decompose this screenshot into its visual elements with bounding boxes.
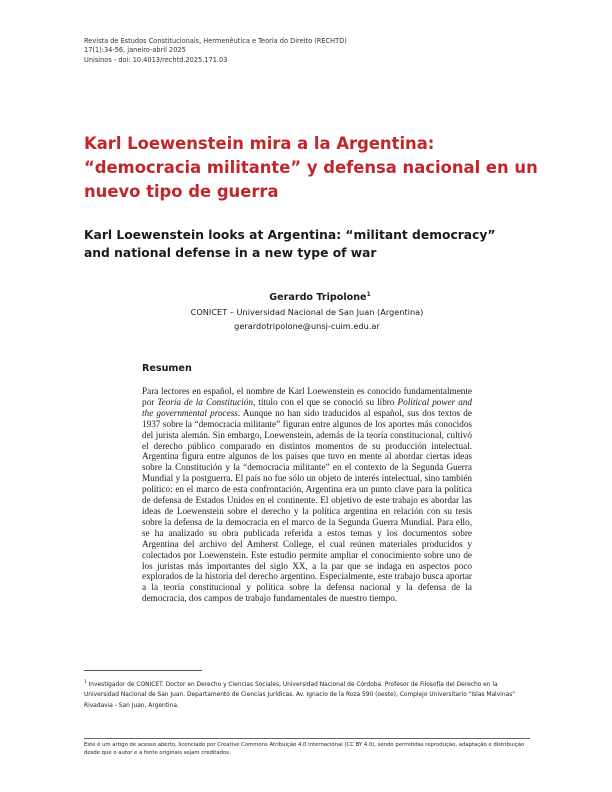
- license-divider: [84, 738, 530, 739]
- author-name: [84, 288, 530, 305]
- author-name-text: Gerardo Tripolone: [269, 292, 367, 304]
- footnote-text: Investigador de CONICET. Doctor en Derecho y Ciencias Sociales, Universidad Nacional de Córdoba. Profesor de Filosofía del Derecho en la Universidad Nacional de San Juan. Departamento de Ciencias Jurídicas. Av. Ignacio de la Roza 590 (oeste), Complejo Universitario "Islas Malvinas" Rivadavia - San Juan, Argentina.: [84, 681, 515, 709]
- abstract-text-3: . Aunque no han sido traducidos al español, sus dos textos de 1937 sobre la “democracia militante” figuran entre algunos de los aportes más conocidos del jurista alemán. Sin embargo, Loewenstein, además de la teoría constitucional, cultivó el derecho público comparado en distintos momentos de su producción intelectual. Argentina figura entre algunos de los países que tuvo en mente al abordar ciertas ideas sobre la Constitución y la “democracia militante” en el contexto de la Segunda Guerra Mundial y la postguerra. El país no fue sólo un objeto de interés intelectual, sino también político: en el marco de esta confrontación, Argentina era un punto clave para la política de defensa de Estados Unidos en el continente. El objetivo de este trabajo es abordar las ideas de Loewenstein sobre el derecho y la política argentina en relación con su tesis sobre la defensa de la democracia en el marco de la Segunda Guerra Mundial. Para ello, se ha analizado su obra publicada referida a estos temas y los documentos sobre Argentina del archivo del Amherst College, el cual reúnen materiales producidos y colectados por Loewenstein. Este estudio permite ampliar el conocimiento sobre uno de los juristas más importantes del siglo XX, a la par que se indaga en aspectos poco explorados de la historia del derecho argentino. Especialmente, este trabajo busca aportar a la teoría constitucional y política sobre la defensa nacional y la defensa de la democracia, dos campos de trabajo fundamentales de nuestro tiempo.: [142, 407, 472, 604]
- abstract-heading: Resumen: [142, 363, 192, 374]
- author-block: [84, 288, 530, 333]
- abstract-book-title-en: Political power and the governmental process: [142, 396, 473, 418]
- abstract-book-title-es: Teoría de la Constitución: [157, 396, 253, 407]
- author-footnote-mark[interactable]: 1: [366, 291, 371, 298]
- abstract-text-2: , título con el que se conoció su libro: [252, 396, 398, 407]
- author-email[interactable]: gerardotripolone@unsj-cuim.edu.ar: [234, 321, 380, 332]
- footnote-divider: [84, 670, 202, 671]
- journal-doi: Unisinos - doi: 10.4013/rechtd.2025.171.03: [84, 55, 228, 64]
- journal-header: [84, 37, 347, 65]
- license-notice: Este é um artigo de acesso aberto, licenciado por Creative Commons Atribuição 4.0 Internacional (CC BY 4.0), sendo permitidas reprodução, adaptação e distribuição desde que o autor e a fonte originais sejam creditados.: [84, 742, 525, 757]
- abstract-text-1: Para lectores en español, el nombre de Karl Loewenstein es conocido fundamentalmente por: [142, 386, 472, 407]
- abstract-body: [142, 386, 472, 604]
- article-title-spanish: Karl Loewenstein mira a la Argentina: “democracia militante” y defensa nacional en un nuevo tipo de guerra: [84, 134, 538, 201]
- article-title-english: Karl Loewenstein looks at Argentina: “militant democracy” and national defense in a new type of war: [84, 228, 496, 260]
- footnote: [84, 677, 530, 711]
- journal-issue: 17(1):34-56, janeiro-abril 2025: [84, 46, 186, 55]
- author-affiliation: CONICET – Universidad Nacional de San Juan (Argentina): [190, 307, 424, 318]
- footnote-mark: 1: [84, 679, 87, 684]
- journal-name: Revista de Estudos Constitucionais, Hermenêutica e Teoria do Direito (RECHTD): [84, 37, 347, 45]
